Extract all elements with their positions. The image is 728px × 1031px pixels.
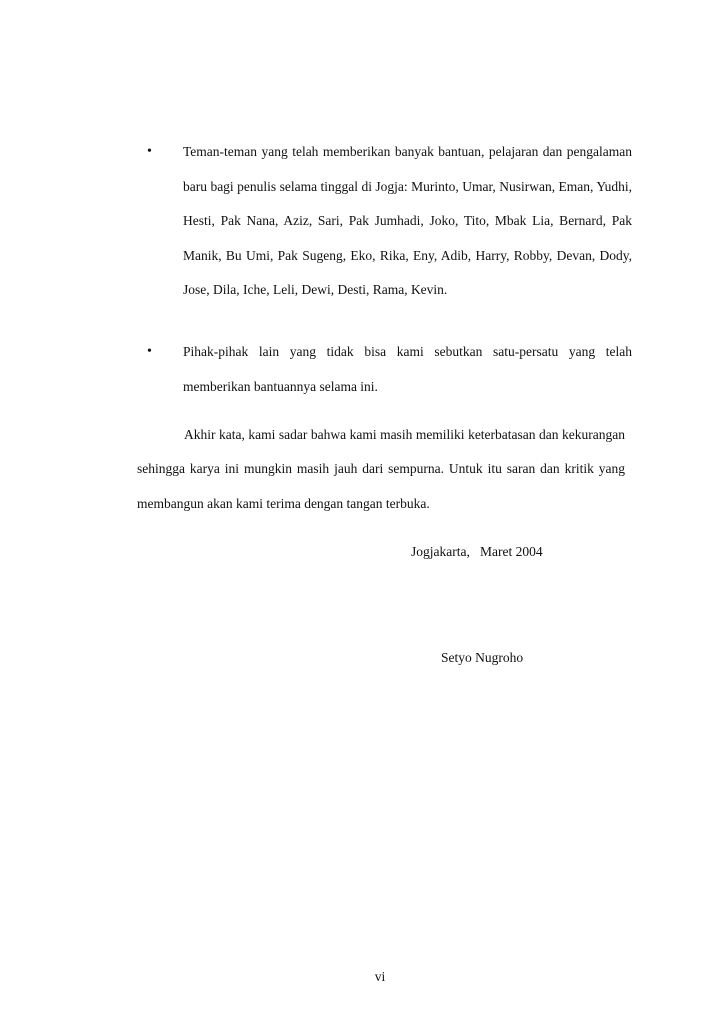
bullet-icon: • [147, 144, 152, 159]
acknowledgement-item-others [147, 335, 632, 404]
acknowledgement-item-friends [147, 135, 632, 308]
bullet-icon: • [147, 344, 152, 359]
place-date: Jogjakarta, Maret 2004 [411, 544, 543, 559]
acknowledgement-text: Teman-teman yang telah memberikan banyak bantuan, pelajaran dan pengalaman baru bagi penulis selama tinggal di Jogja: Murinto, Umar, Nusirwan, Eman, Yudhi, Hesti, Pak Nana, Aziz, Sari, Pak Jumhadi, Joko, Tito, Mbak Lia, Bernard, Pak Manik, Bu Umi, Pak Sugeng, Eko, Rika, Eny, Adib, Harry, Robby, Devan, Dody, Jose, Dila, Iche, Leli, Dewi, Desti, Rama, Kevin. [183, 144, 632, 297]
page-number: vi [374, 969, 386, 984]
closing-paragraph: Akhir kata, kami sadar bahwa kami masih memiliki keterbatasan dan kekurangan sehingga karya ini mungkin masih jauh dari sempurna. Untuk itu saran dan kritik yang membangun akan kami terima dengan tangan terbuka. [137, 426, 625, 511]
signer-name: Setyo Nugroho [441, 650, 524, 665]
acknowledgement-text: Pihak-pihak lain yang tidak bisa kami sebutkan satu-persatu yang telah memberikan bantuannya selama ini. [183, 344, 632, 394]
